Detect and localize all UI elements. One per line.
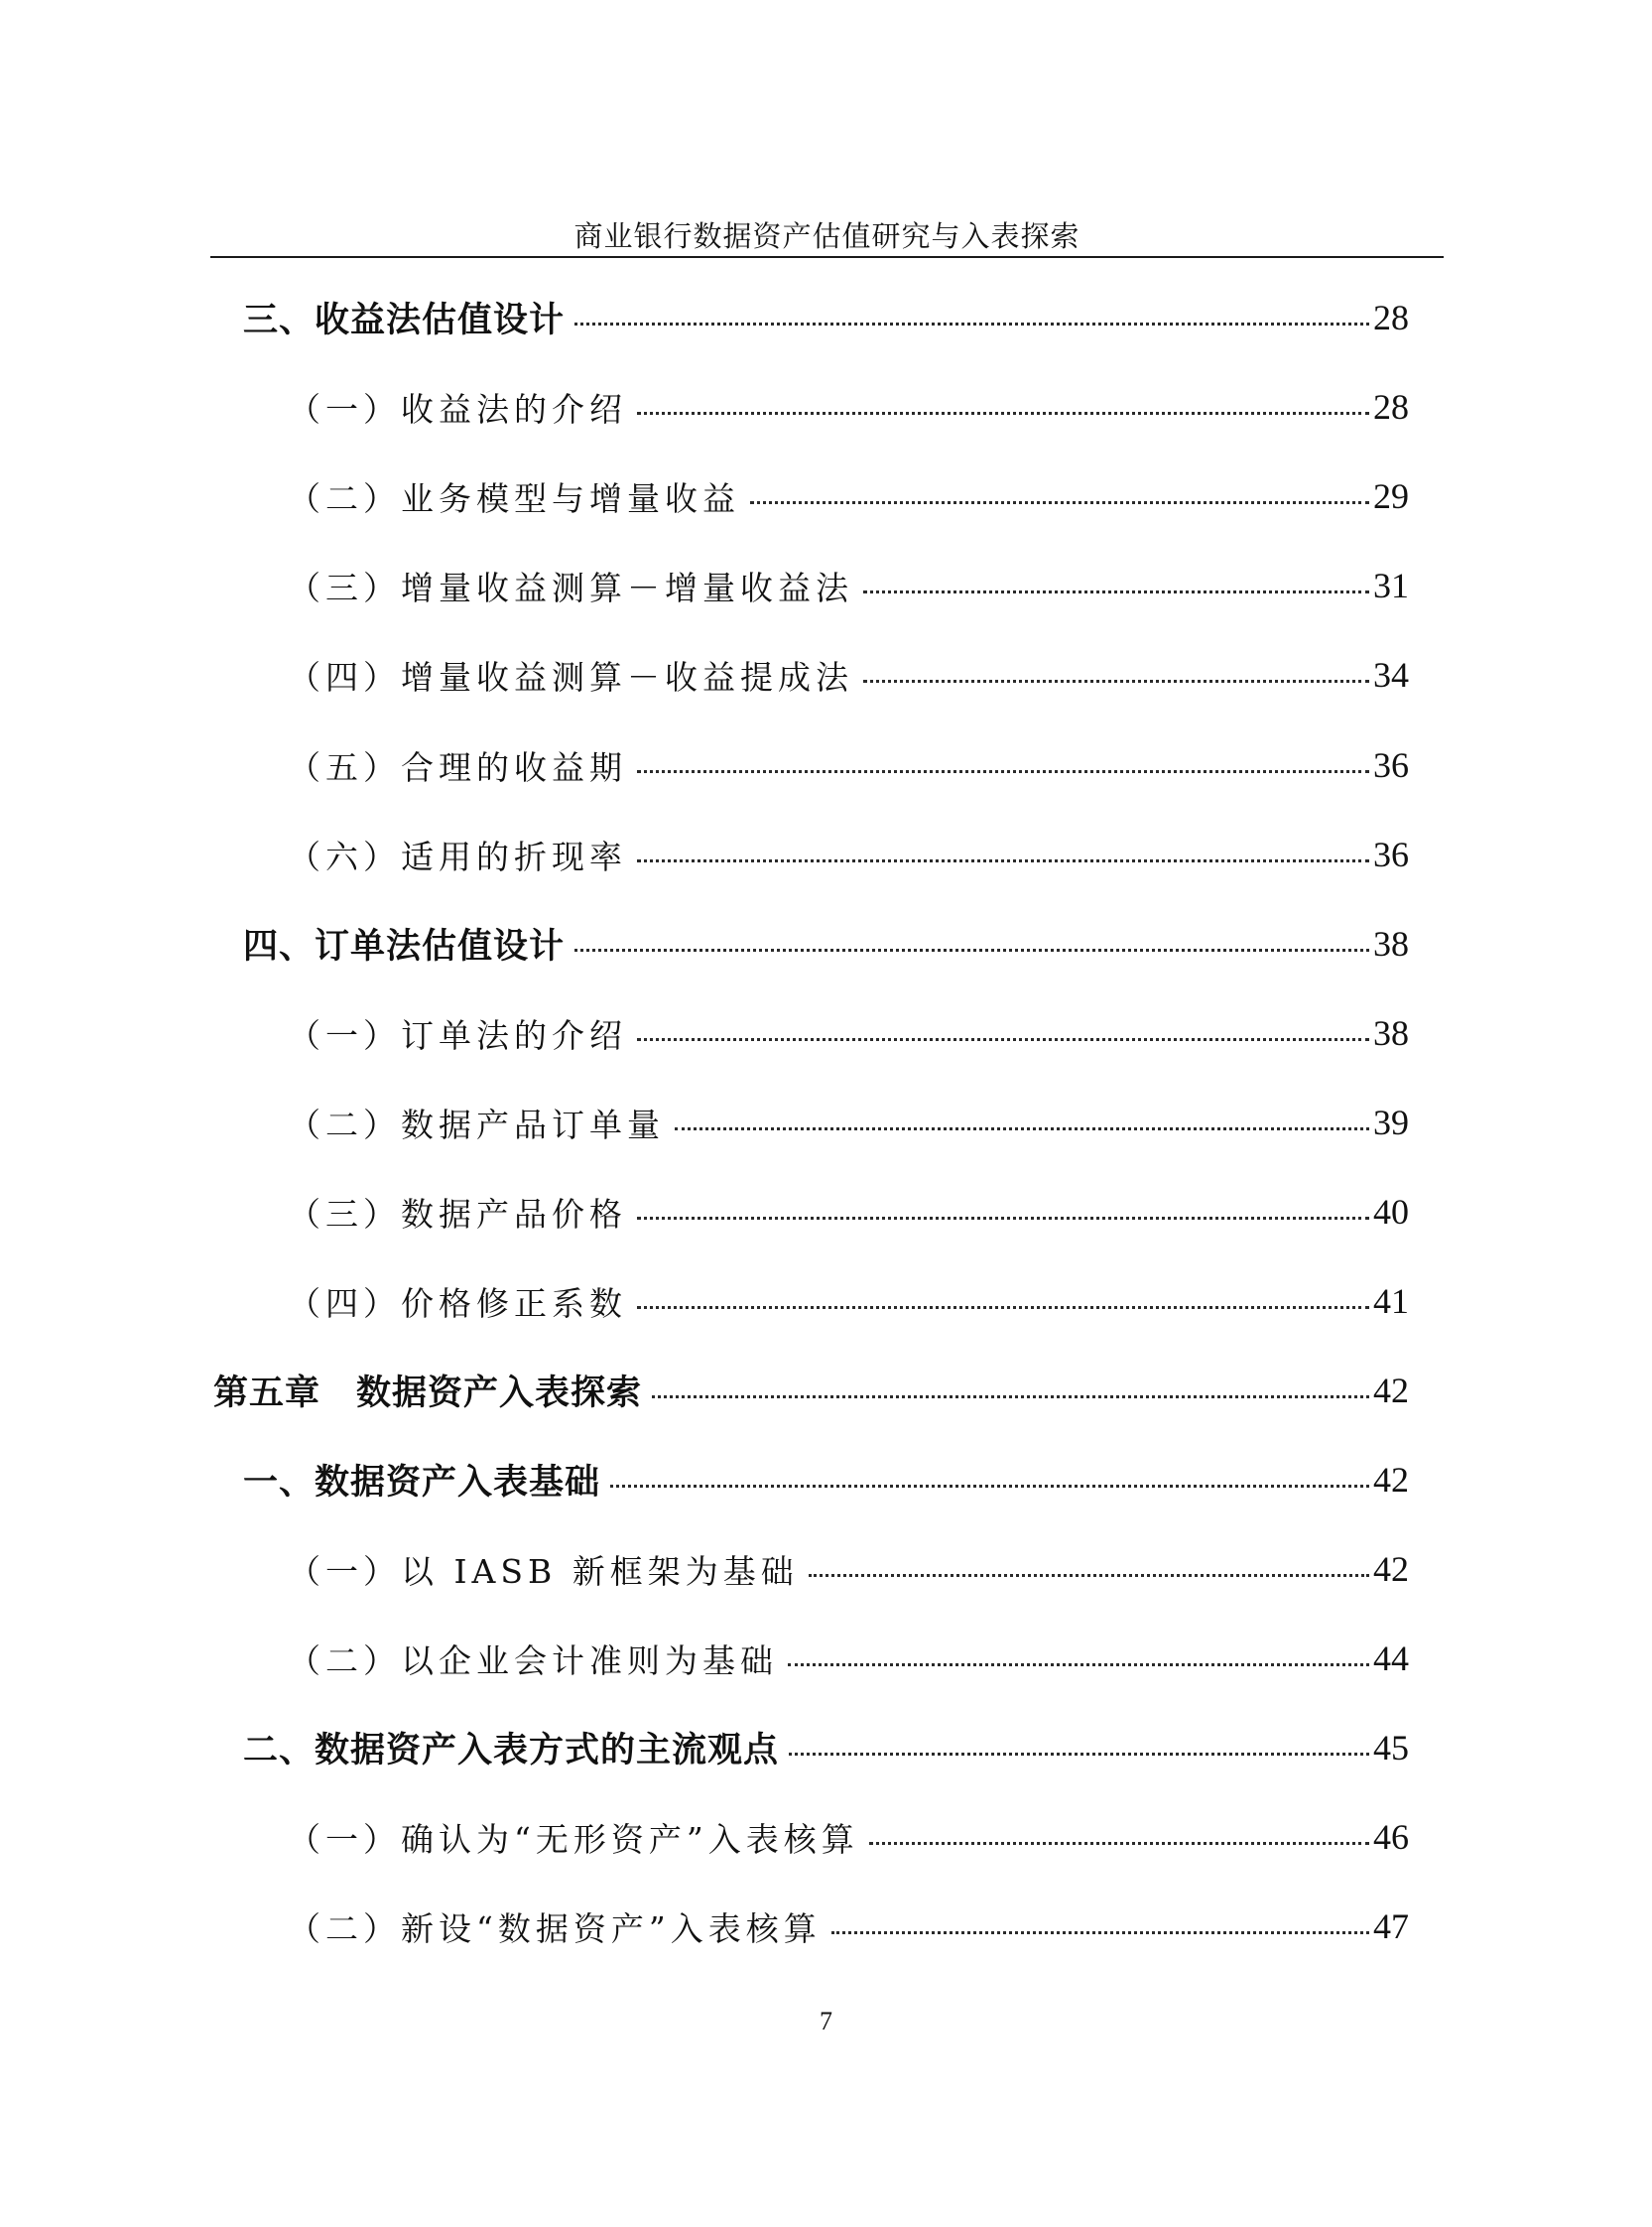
dot-leader <box>869 1842 1369 1845</box>
dot-leader <box>637 1038 1369 1041</box>
toc-entry[interactable] <box>243 1452 1409 1507</box>
toc-entry-label: （三）增量收益测算－增量收益法 <box>288 568 853 607</box>
dot-leader <box>637 770 1369 773</box>
toc-entry-page: 38 <box>1373 924 1409 964</box>
toc-entry-label: （一）确认为“无形资产”入表核算 <box>288 1819 859 1859</box>
toc-entry[interactable] <box>288 1541 1409 1597</box>
toc-entry-page: 47 <box>1373 1906 1409 1946</box>
toc-entry-page: 45 <box>1373 1728 1409 1768</box>
toc-entry[interactable] <box>288 827 1409 882</box>
toc-entry-label: 三、收益法估值设计 <box>243 301 566 340</box>
toc-entry-page: 38 <box>1373 1013 1409 1053</box>
toc-entry-label: （一）订单法的介绍 <box>288 1015 627 1055</box>
toc-entry-label: （二）新设“数据资产”入表核算 <box>288 1908 822 1948</box>
dot-leader <box>637 412 1369 415</box>
toc-entry[interactable] <box>243 290 1409 345</box>
toc-entry-page: 46 <box>1373 1817 1409 1857</box>
dot-leader <box>675 1127 1369 1130</box>
dot-leader <box>750 501 1369 504</box>
toc-entry-page: 44 <box>1373 1638 1409 1678</box>
toc-entry[interactable] <box>288 1809 1409 1865</box>
toc-entry-label: （二）数据产品订单量 <box>288 1105 665 1144</box>
toc-entry-label: 二、数据资产入表方式的主流观点 <box>243 1731 780 1770</box>
dot-leader <box>637 1217 1369 1220</box>
toc-entry-page: 40 <box>1373 1192 1409 1232</box>
toc-entry-page: 29 <box>1373 476 1409 516</box>
dot-leader <box>574 323 1369 326</box>
toc-entry[interactable] <box>288 1631 1409 1686</box>
dot-leader <box>789 1753 1369 1756</box>
toc-entry-label: （二）以企业会计准则为基础 <box>288 1640 778 1680</box>
dot-leader <box>788 1663 1369 1666</box>
toc-entry-page: 36 <box>1373 835 1409 874</box>
toc-entry-page: 42 <box>1373 1549 1409 1589</box>
dot-leader <box>574 949 1369 952</box>
dot-leader <box>610 1485 1369 1488</box>
dot-leader <box>863 590 1369 593</box>
page-number: 7 <box>820 2007 832 2035</box>
toc-entry-label: （一）以 IASB 新框架为基础 <box>288 1551 799 1591</box>
toc-entry-page: 36 <box>1373 745 1409 785</box>
dot-leader <box>652 1395 1369 1398</box>
toc-entry-page: 42 <box>1373 1460 1409 1500</box>
toc-entry[interactable] <box>243 1720 1409 1775</box>
toc-entry[interactable] <box>288 1184 1409 1240</box>
toc-entry-page: 42 <box>1373 1371 1409 1410</box>
toc-entry[interactable] <box>288 379 1409 435</box>
toc-entry[interactable] <box>288 1273 1409 1329</box>
toc-entry[interactable] <box>288 737 1409 793</box>
toc-entry-label: （六）适用的折现率 <box>288 837 627 876</box>
toc-entry-page: 28 <box>1373 298 1409 337</box>
toc-entry[interactable] <box>213 1363 1409 1418</box>
toc-entry[interactable] <box>243 916 1409 972</box>
toc-entry[interactable] <box>288 468 1409 524</box>
toc-entry-page: 28 <box>1373 387 1409 427</box>
toc-entry-page: 39 <box>1373 1103 1409 1142</box>
toc-entry[interactable] <box>288 1005 1409 1061</box>
toc-entry[interactable] <box>288 558 1409 613</box>
dot-leader <box>831 1931 1369 1934</box>
toc-entry[interactable] <box>288 1095 1409 1150</box>
toc-entry-label: （三）数据产品价格 <box>288 1194 627 1234</box>
toc-entry-page: 41 <box>1373 1281 1409 1321</box>
toc-entry-label: （四）价格修正系数 <box>288 1283 627 1323</box>
toc-entry[interactable] <box>288 647 1409 703</box>
toc-entry-label: 第五章 数据资产入表探索 <box>213 1374 643 1413</box>
toc-entry-label: 一、数据资产入表基础 <box>243 1463 601 1503</box>
toc-entry-label: 四、订单法估值设计 <box>243 927 566 967</box>
dot-leader <box>809 1574 1369 1577</box>
dot-leader <box>637 1306 1369 1309</box>
toc-entry-label: （二）业务模型与增量收益 <box>288 478 740 518</box>
toc-entry-label: （四）增量收益测算－收益提成法 <box>288 657 853 697</box>
dot-leader <box>863 680 1369 683</box>
toc-entry-label: （五）合理的收益期 <box>288 747 627 787</box>
header-title: 商业银行数据资产估值研究与入表探索 <box>573 219 1080 253</box>
toc-entry-page: 31 <box>1373 566 1409 605</box>
dot-leader <box>637 859 1369 862</box>
toc-entry-page: 34 <box>1373 655 1409 695</box>
toc-entry[interactable] <box>288 1899 1409 1954</box>
toc-entry-label: （一）收益法的介绍 <box>288 389 627 429</box>
